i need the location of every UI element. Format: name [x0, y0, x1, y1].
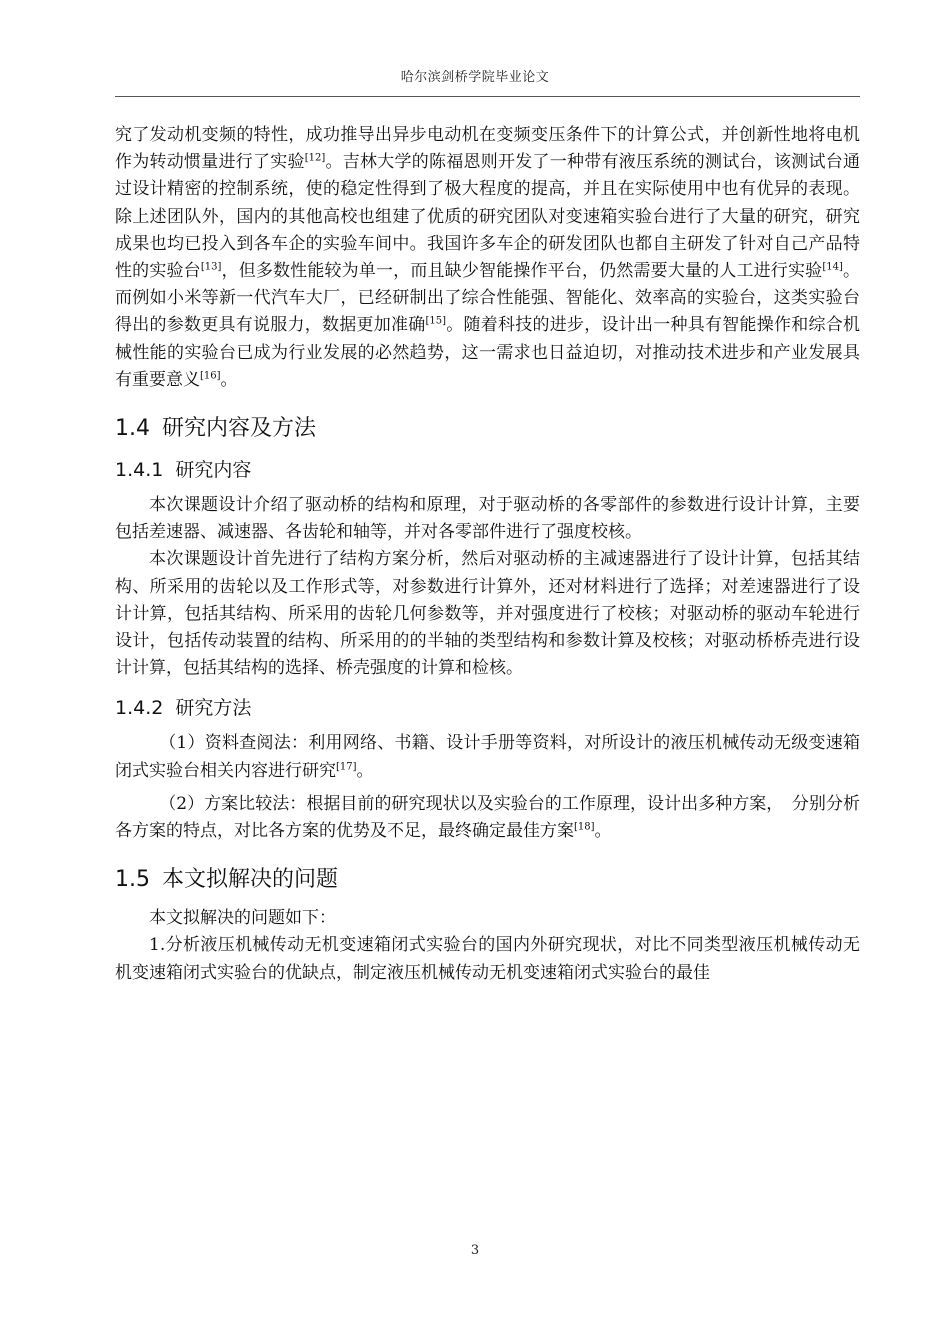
page-body — [115, 122, 860, 987]
section-title: 本文拟解决的问题 — [162, 867, 339, 893]
section-title: 研究内容及方法 — [162, 416, 317, 442]
paragraph-problem-1: 1.分析液压机械传动无机变速箱闭式实验台的国内外研究现状，对比不同类型液压机械传动无机变速箱闭式实验台的优缺点，制定液压机械传动无机变速箱闭式实验台的最佳 — [115, 935, 860, 983]
section-number: 1.4.2 — [115, 697, 164, 720]
text: ，但多数性能较为单一，而且缺少智能操作平台，仍然需要大量的人工进行实验 — [221, 261, 823, 282]
paragraph-method-2 — [115, 791, 860, 845]
section-heading-1-5 — [115, 865, 860, 895]
citation: [12] — [304, 152, 326, 164]
text: 。而例如小米等新一代汽车大厂，已经研制出了综合性能强、智能化、效率高的实验台，这类实验台得出的参数更具有说服力，数据更加准确 — [115, 261, 861, 336]
section-number: 1.4.1 — [115, 459, 164, 482]
citation: [15] — [425, 315, 447, 327]
section-number: 1.4 — [115, 416, 150, 442]
citation: [13] — [200, 261, 222, 273]
citation: [14] — [822, 261, 843, 273]
section-number: 1.5 — [115, 867, 150, 893]
section-heading-1-4-2 — [115, 694, 860, 722]
section-heading-1-4 — [115, 414, 860, 444]
section-title: 研究方法 — [175, 697, 252, 720]
text: 。吉林大学的陈福恩则开发了一种带有液压系统的测试台，该测试台通过设计精密的控制系统，使的稳定性得到了极大程度的提高，并且在实际使用中也有优异的表现。除上述团队外，国内的其他高校也组建了优质的研究团队对变速箱实验台进行了大量的研究，研究成果也均已投入到各车企的实验车间中。我国许多车企的研发团队也都自主研发了针对自己产品特性的实验台 — [115, 152, 861, 282]
paragraph-method-1 — [115, 730, 860, 784]
paragraph-research-content-2: 本次课题设计首先进行了结构方案分析，然后对驱动桥的主减速器进行了设计计算，包括其结构、所采用的齿轮以及工作形式等，对参数进行计算外，还对材料进行了选择；对差速器进行了设计计算，包括其结构、所采用的齿轮几何参数等，并对强度进行了校核；对驱动桥的驱动车轮进行设计，包括传动装置的结构、所采用的的半轴的类型结构和参数计算及校核；对驱动桥桥壳进行设计计算，包括其结构的选择、桥壳强度的计算和检核。 — [115, 549, 860, 679]
section-title: 研究内容 — [175, 459, 252, 482]
citation: [16] — [200, 370, 221, 382]
paragraph-problems-intro: 本文拟解决的问题如下： — [149, 908, 336, 929]
paragraph-research-background — [115, 122, 860, 394]
text: 。 — [356, 760, 374, 781]
section-heading-1-4-1 — [115, 456, 860, 484]
citation: [17] — [336, 761, 357, 772]
text: 究了发动机变频的特性，成功推导出异步电动机在变频变压条件下的计算公式，并创新性地将电机作为转动惯量进行了实验 — [115, 125, 860, 173]
text: 。 — [220, 369, 238, 390]
citation: [18] — [574, 821, 595, 833]
text: （1）资料查阅法：利用网络、书籍、设计手册等资料，对所设计的液压机械传动无级变速箱闭式实验台相关内容进行研究 — [115, 733, 860, 781]
header-divider — [115, 96, 860, 97]
page-header: 哈尔滨剑桥学院毕业论文 — [400, 70, 550, 85]
paragraph-research-content-1: 本次课题设计介绍了驱动桥的结构和原理，对于驱动桥的各零部件的参数进行设计计算，主要包括差速器、减速器、各齿轮和轴等，并对各零部件进行了强度校核。 — [115, 495, 860, 543]
text: 。 — [594, 821, 612, 842]
page-number: 3 — [470, 1243, 480, 1258]
text: 。随着科技的进步，设计出一种具有智能操作和综合机械性能的实验台已成为行业发展的必然趋势，这一需求也日益迫切，对推动技术进步和产业发展具有重要意义 — [115, 315, 861, 390]
text: （2）方案比较法：根据目前的研究现状以及实验台的工作原理，设计出多种方案， 分别分析各方案的特点，对比各方案的优势及不足，最终确定最佳方案 — [115, 793, 860, 842]
